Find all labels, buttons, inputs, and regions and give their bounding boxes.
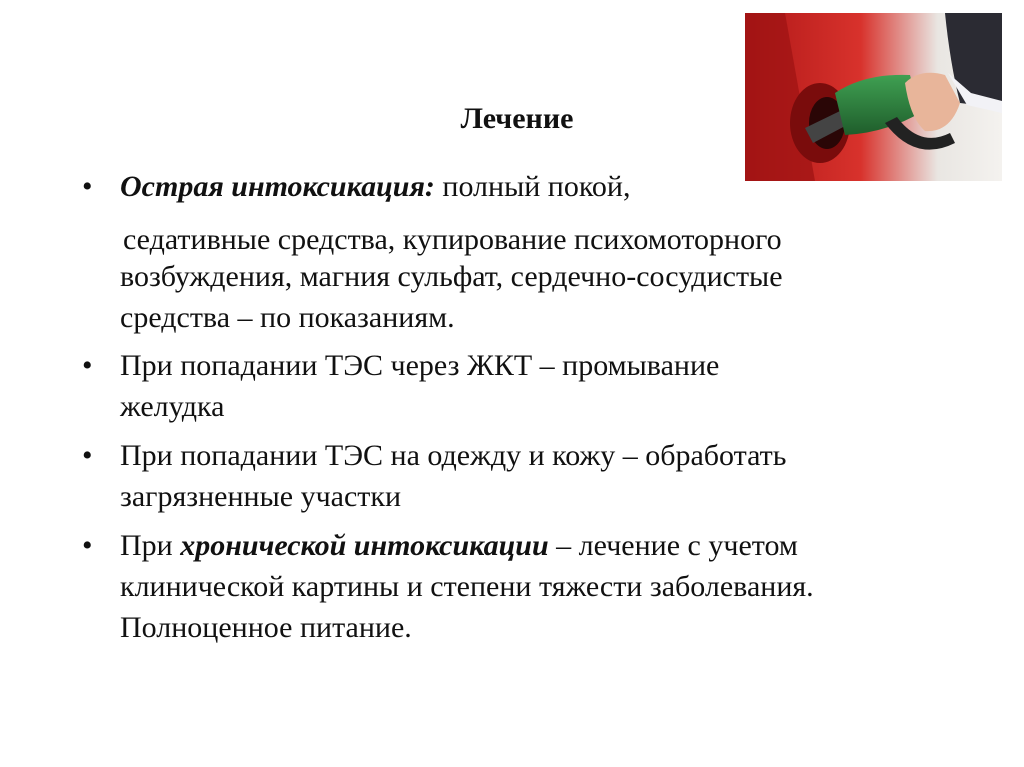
slide-title: Лечение: [460, 102, 574, 135]
bullet-marker: •: [82, 170, 93, 203]
item1-first-line: [120, 169, 630, 205]
bullet-marker: •: [82, 349, 93, 382]
fuel-nozzle-photo: [745, 13, 1002, 181]
item2-line: При попадании ТЭС через ЖКТ – промывание: [120, 349, 720, 382]
item4-first-line: [120, 528, 798, 564]
fuel-nozzle-illustration: [745, 13, 1002, 181]
item1-line: возбуждения, магния сульфат, сердечно-сосудистые: [120, 260, 783, 293]
item4-line: клинической картины и степени тяжести заболевания.: [120, 570, 814, 603]
item4-line: Полноценное питание.: [120, 611, 412, 644]
item1-line: седативные средства, купирование психомоторного: [123, 223, 782, 256]
item2-line: желудка: [120, 390, 225, 423]
chronic-intoxication-term: хронической интоксикации: [180, 529, 549, 562]
bullet-marker: •: [82, 439, 93, 472]
item1-line: средства – по показаниям.: [120, 301, 455, 334]
item3-line: При попадании ТЭС на одежду и кожу – обработать: [120, 439, 787, 472]
item4-prefix: При: [120, 529, 181, 562]
item4-suffix: – лечение с учетом: [548, 529, 798, 562]
acute-intoxication-term: Острая интоксикация:: [120, 170, 435, 203]
item1-lead: полный покой,: [434, 170, 631, 203]
item3-line: загрязненные участки: [120, 480, 402, 513]
bullet-marker: •: [82, 529, 93, 562]
